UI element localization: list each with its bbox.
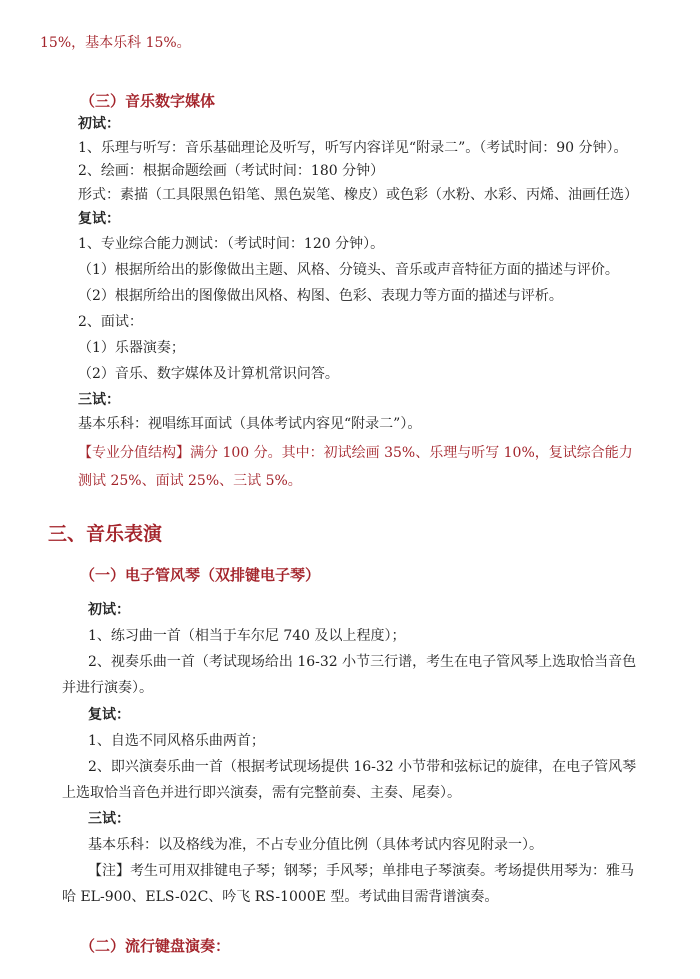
text-line: 1、自选不同风格乐曲两首；	[88, 733, 265, 749]
text-line: 1、练习曲一首（相当于车尔尼 740 及以上程度）；	[88, 628, 406, 644]
text-line: 2、面试：	[78, 314, 143, 330]
note-line: 哈 EL-900、ELS-02C、吟飞 RS-1000E 型。考试曲目需背谱演奏。	[62, 889, 499, 905]
text-line: 并进行演奏）。	[62, 680, 153, 696]
label-third-exam: 三试：	[78, 392, 120, 408]
label-third-exam: 三试：	[88, 811, 130, 827]
label-first-exam: 初试：	[88, 602, 130, 618]
label-second-exam: 复试：	[88, 707, 130, 723]
text-line: （1）根据所给出的影像做出主题、风格、分镜头、音乐或声音特征方面的描述与评价。	[78, 262, 619, 278]
section-heading-organ: （一）电子管风琴（双排键电子琴）	[80, 566, 321, 584]
text-line: 基本乐科：以及格线为准，不占专业分值比例（具体考试内容见附录一）。	[88, 837, 543, 853]
text-line: 1、乐理与听写：音乐基础理论及听写，听写内容详见“附录二”。（考试时间：90 分钟）。	[78, 140, 628, 156]
score-structure-line: 测试 25%、面试 25%、三试 5%。	[78, 473, 302, 489]
text-line: 1、专业综合能力测试：（考试时间：120 分钟）。	[78, 236, 385, 252]
text-line: （1）乐器演奏；	[78, 340, 185, 356]
text-line: 上选取恰当音色并进行即兴演奏，需有完整前奏、主奏、尾奏）。	[62, 785, 461, 801]
text-line: 2、绘画：根据命题绘画（考试时间：180 分钟）	[78, 163, 385, 179]
text-line: 形式：素描（工具限黑色铅笔、黑色炭笔、橡皮）或色彩（水粉、水彩、丙烯、油画任选）	[78, 187, 638, 203]
chapter-heading-performance: 三、音乐表演	[48, 523, 163, 545]
section-heading-pop-keyboard: （二）流行键盘演奏：	[80, 937, 231, 955]
text-line: 基本乐科：视唱练耳面试（具体考试内容见“附录二”）。	[78, 416, 422, 432]
text-line: （2）音乐、数字媒体及计算机常识问答。	[78, 366, 339, 382]
score-structure-line: 【专业分值结构】满分 100 分。其中：初试绘画 35%、乐理与听写 10%，复试综合能力	[78, 445, 633, 461]
text-line: （2）根据所给出的图像做出风格、构图、色彩、表现力等方面的描述与评析。	[78, 288, 563, 304]
label-second-exam: 复试：	[78, 211, 120, 227]
label-first-exam: 初试：	[78, 116, 120, 132]
text-line: 2、视奏乐曲一首（考试现场给出 16-32 小节三行谱，考生在电子管风琴上选取恰当音色	[88, 654, 637, 670]
text-line: 2、即兴演奏乐曲一首（根据考试现场提供 16-32 小节带和弦标记的旋律，在电子管风琴	[88, 759, 637, 775]
score-line-tail: 15%，基本乐科 15%。	[40, 35, 191, 51]
note-line: 【注】考生可用双排键电子琴；钢琴；手风琴；单排电子琴演奏。考场提供用琴为：雅马	[88, 863, 634, 879]
section-heading-digital-media: （三）音乐数字媒体	[80, 92, 216, 110]
